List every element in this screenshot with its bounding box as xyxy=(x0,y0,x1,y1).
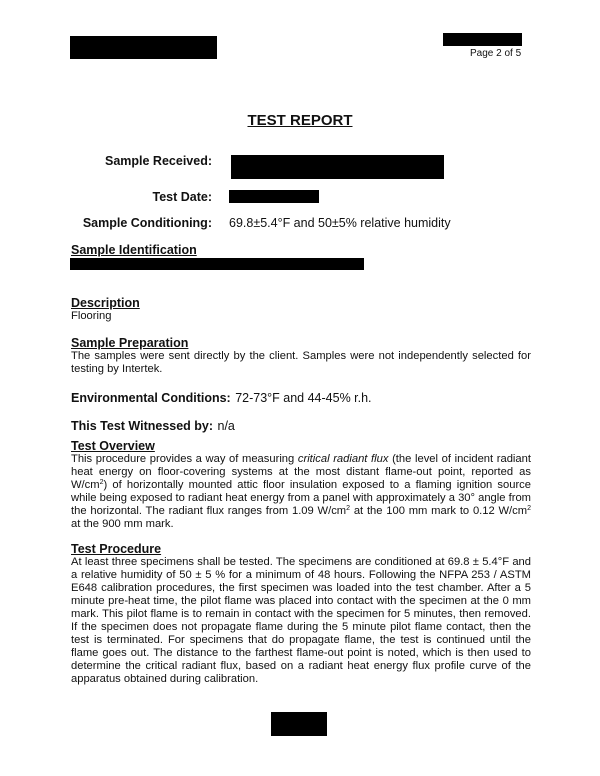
witnessed xyxy=(71,417,235,435)
test-overview-text-5: at the 900 mm mark. xyxy=(71,518,174,530)
sample-conditioning-value: 69.8±5.4°F and 50±5% relative humidity xyxy=(229,216,451,230)
sample-identification-heading: Sample Identification xyxy=(71,243,197,257)
environmental-conditions-label: Environmental Conditions: xyxy=(71,391,231,405)
sample-preparation-heading: Sample Preparation xyxy=(71,336,189,350)
redacted-footer xyxy=(271,712,327,736)
superscript-2: 2 xyxy=(346,505,351,512)
page-number: Page 2 of 5 xyxy=(470,48,522,59)
test-overview-text-4: at the 100 mm mark to 0.12 W/cm xyxy=(350,505,528,517)
sample-preparation-text: The samples were sent directly by the client. Samples were not independently selected for testing by Intertek. xyxy=(71,350,531,375)
witnessed-value: n/a xyxy=(217,419,235,433)
test-overview-text-2: (the level of incident radiant heat energy on floor-covering systems at the most distant flame-out point, reported as W/cm xyxy=(71,453,531,491)
sample-received-label: Sample Received: xyxy=(105,154,212,168)
redacted-sample-received xyxy=(231,155,444,179)
environmental-conditions-value: 72-73°F and 44-45% r.h. xyxy=(235,391,372,405)
superscript-3: 2 xyxy=(527,505,531,512)
redacted-test-date xyxy=(229,190,319,203)
redacted-header-ref xyxy=(443,33,522,46)
witnessed-label: This Test Witnessed by: xyxy=(71,419,214,433)
test-date-label: Test Date: xyxy=(152,190,212,204)
test-overview-text xyxy=(71,453,531,531)
redacted-sample-identification xyxy=(70,258,364,270)
environmental-conditions xyxy=(71,389,372,407)
redacted-logo xyxy=(70,36,217,59)
test-procedure-heading: Test Procedure xyxy=(71,542,162,556)
description-heading: Description xyxy=(71,296,140,310)
page-title: TEST REPORT xyxy=(247,112,353,129)
sample-conditioning-label: Sample Conditioning: xyxy=(82,216,212,230)
superscript-1: 2 xyxy=(99,479,104,486)
test-overview-text-3: ) of horizontally mounted attic floor insulation exposed to a flaming ignition source while being exposed to radiant heat energy from a panel with approximately a 30° angle from the horizontal. The radiant flux ranges from 1.09 W/cm xyxy=(71,479,531,517)
test-overview-text-1: This procedure provides a way of measuring xyxy=(71,453,298,465)
description-text: Flooring xyxy=(71,310,112,322)
test-overview-italic: critical radiant flux xyxy=(297,453,389,465)
test-procedure-text: At least three specimens shall be tested. The specimens are conditioned at 69.8 ± 5.4°F and a relative humidity of 50 ± 5 % for a minimum of 48 hours. Following the NFPA 253 / ASTM E648 calibration procedures, the first specimen was loaded into the test chamber. After a 5 minute pre-heat time, the pilot flame was placed into contact with the specimen at the 0 mm mark. This pilot flame is to remain in contact with the specimen for 5 minutes, then removed. If the specimen does not propagate flame during the 5 minute pilot flame contact, then the test is terminated. For specimens that do propagate flame, the test is continued until the flame goes out. The distance to the farthest flame-out point is noted, which is then used to determine the critical radiant flux, based on a radiant heat energy flux profile curve of the apparatus obtained during calibration. xyxy=(71,556,531,685)
test-overview-heading: Test Overview xyxy=(71,439,155,453)
